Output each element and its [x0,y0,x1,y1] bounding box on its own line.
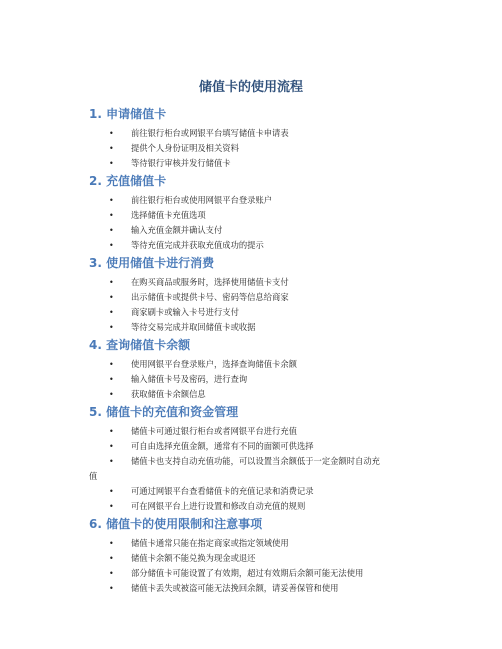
bullet-list [0,126,502,171]
section-heading: 6. 储值卡的使用限制和注意事项 [89,517,263,531]
bullet-icon: • [109,487,114,496]
bullet-list [0,424,502,514]
section-heading: 4. 查询储值卡余额 [89,338,191,352]
list-item-text: 出示储值卡或提供卡号、密码等信息给商家 [131,292,289,302]
bullet-icon: • [109,584,114,593]
bullet-icon: • [109,293,114,302]
list-item [0,290,502,305]
list-item-text: 储值卡也支持自动充值功能，可以设置当余额低于一定金额时自动充 [131,456,380,466]
bullet-icon: • [109,375,114,384]
bullet-icon: • [109,308,114,317]
list-item [0,126,502,141]
list-item-text: 提供个人身份证明及相关资料 [131,143,239,153]
list-item [0,357,502,372]
list-item [0,484,502,499]
document-title: 储值卡的使用流程 [198,80,303,95]
bullet-icon: • [109,129,114,138]
list-item-text: 等待充值完成并获取充值成功的提示 [131,240,264,250]
list-item-text: 等待交易完成并取回储值卡或收据 [131,322,256,332]
list-item [0,156,502,171]
list-item-text: 选择储值卡充值选项 [131,210,206,220]
section-heading: 5. 储值卡的充值和资金管理 [89,405,239,419]
list-item [0,238,502,253]
bullet-icon: • [109,442,114,451]
list-item-text: 使用网银平台登录账户，选择查询储值卡余额 [131,359,297,369]
bullet-icon: • [109,211,114,220]
list-item [0,320,502,335]
list-item [0,454,502,484]
bullet-icon: • [109,159,114,168]
section-heading: 1. 申请储值卡 [89,107,167,121]
bullet-icon: • [109,226,114,235]
list-item [0,566,502,581]
bullet-icon: • [109,502,114,511]
list-item-text: 输入充值金额并确认支付 [131,225,223,235]
bullet-icon: • [109,457,114,466]
list-item [0,439,502,454]
list-item-text: 前往银行柜台或网银平台填写储值卡申请表 [131,128,289,138]
list-item [0,424,502,439]
bullet-icon: • [109,241,114,250]
bullet-icon: • [109,554,114,563]
list-item-text-continuation: 值 [89,471,98,481]
bullet-list [0,357,502,402]
bullet-icon: • [109,569,114,578]
list-item [0,141,502,156]
list-item-text: 储值卡丢失或被盗可能无法挽回余额，请妥善保管和使用 [131,583,339,593]
list-item-text: 在购买商品或服务时，选择使用储值卡支付 [131,277,289,287]
list-item [0,275,502,290]
list-item [0,387,502,402]
bullet-list [0,275,502,335]
list-item-text: 输入储值卡号及密码，进行查询 [131,374,248,384]
list-item-text: 可通过网银平台查看储值卡的充值记录和消费记录 [131,486,314,496]
list-item-text: 可在网银平台上进行设置和修改自动充值的规则 [131,501,306,511]
list-item-text: 等待银行审核并发行储值卡 [131,158,231,168]
list-item [0,581,502,596]
section-heading: 2. 充值储值卡 [89,174,167,188]
bullet-icon: • [109,278,114,287]
list-item [0,305,502,320]
bullet-list [0,193,502,253]
bullet-icon: • [109,196,114,205]
list-item [0,551,502,566]
list-item-text: 储值卡可通过银行柜台或者网银平台进行充值 [131,426,297,436]
list-item-text: 可自由选择充值金额，通常有不同的面额可供选择 [131,441,314,451]
section-heading: 3. 使用储值卡进行消费 [89,256,215,270]
bullet-icon: • [109,539,114,548]
list-item-text: 储值卡余额不能兑换为现金或退还 [131,553,256,563]
bullet-list [0,536,502,596]
list-item-text: 部分储值卡可能设置了有效期，超过有效期后余额可能无法使用 [131,568,364,578]
list-item-text: 商家刷卡或输入卡号进行支付 [131,307,239,317]
list-item-text: 获取储值卡余额信息 [131,389,206,399]
list-item [0,372,502,387]
bullet-icon: • [109,427,114,436]
bullet-icon: • [109,323,114,332]
list-item [0,536,502,551]
bullet-icon: • [109,360,114,369]
bullet-icon: • [109,144,114,153]
list-item [0,193,502,208]
bullet-icon: • [109,390,114,399]
list-item [0,499,502,514]
list-item [0,208,502,223]
list-item-text: 前往银行柜台或使用网银平台登录账户 [131,195,273,205]
list-item [0,223,502,238]
list-item-text: 储值卡通常只能在指定商家或指定领域使用 [131,538,289,548]
